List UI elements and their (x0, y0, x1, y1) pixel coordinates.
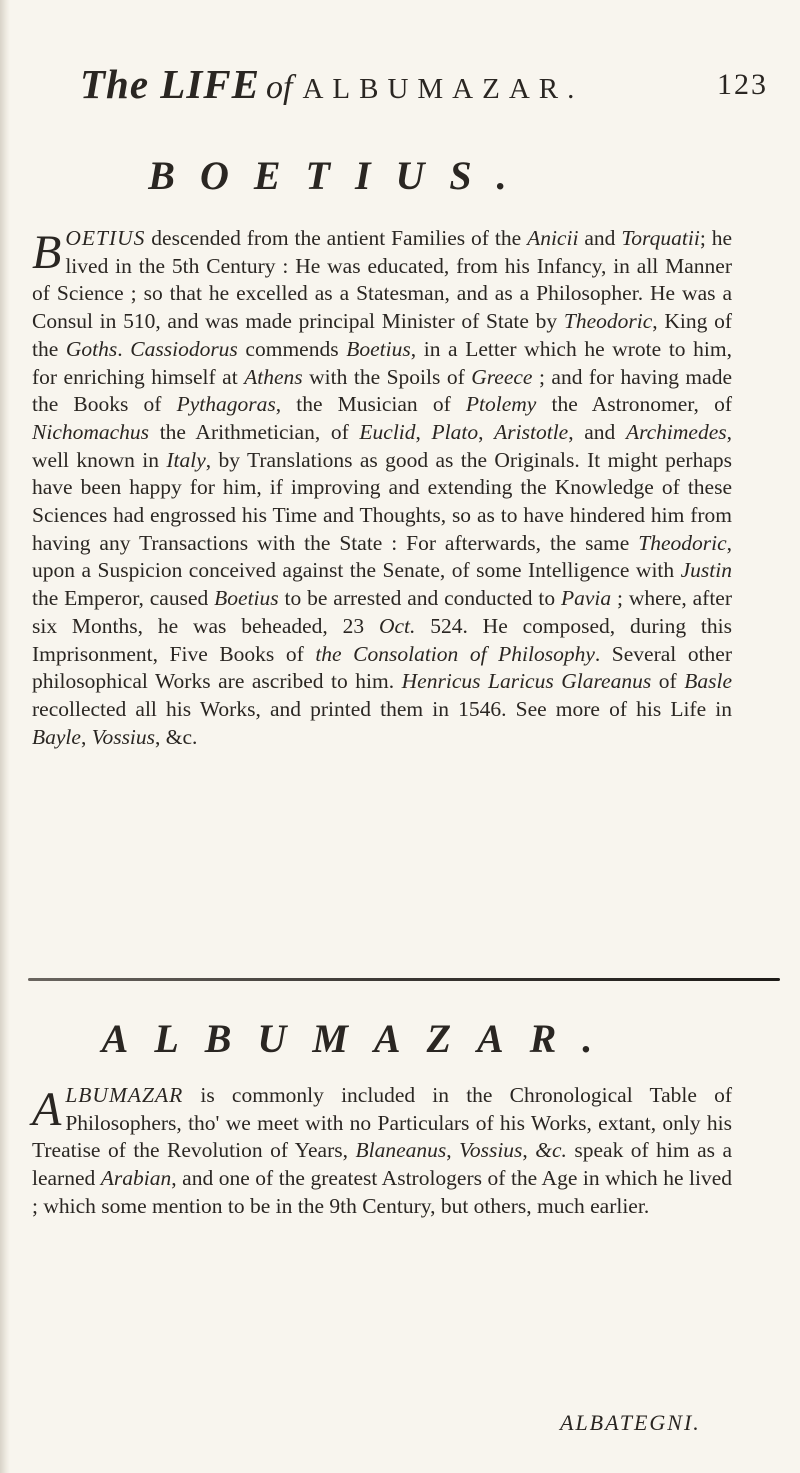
running-head-subject: ALBUMAZAR. (302, 73, 584, 105)
text-run: , King of the (32, 309, 732, 361)
text-run: Cassiodorus (130, 336, 238, 361)
text-run: . (117, 336, 131, 361)
text-run: 524. He composed, during this Imprisonment, Five Books of (32, 613, 732, 666)
text-run: Archimedes (625, 419, 727, 444)
text-run: &c. (535, 1138, 567, 1163)
text-run: , well known in (32, 419, 733, 472)
text-run: Pythagoras (176, 392, 276, 417)
text-run: Plato (431, 419, 479, 444)
text-run: , (522, 1138, 536, 1163)
text-run: Arabian (100, 1166, 172, 1191)
text-run: Justin (680, 558, 732, 583)
text-run: and (578, 226, 622, 250)
page-edge (0, 0, 10, 1473)
text-run: , and one of the greatest Astrologers of the Age in which he lived ; which some mention to be in the 9th Century, but others, much earlier. (32, 1166, 732, 1218)
text-run: Athens (244, 364, 303, 389)
text-run: OETIUS (65, 226, 146, 250)
text-run: Aristotle (494, 419, 569, 444)
text-run: Theodoric (638, 530, 727, 555)
text-run: Ptolemy (465, 392, 537, 417)
text-run: Greece (471, 364, 533, 389)
running-head (80, 60, 780, 110)
text-run: Anicii (527, 226, 579, 250)
text-run: ; and for having made the Books of (32, 364, 732, 417)
section-heading-boetius: BOETIUS. (148, 153, 532, 198)
text-run: ; where, after six Months, he was beheaded, 23 (32, 586, 733, 638)
text-run: , upon a Suspicion conceived against the Senate, of some Intelligence with (32, 530, 732, 583)
text-run: recollected all his Works, and printed them in 1546. See more of his Life in (32, 696, 732, 721)
text-run: Boetius (346, 336, 411, 361)
catchword: ALBATEGNI. (560, 1410, 701, 1435)
text-run: Oct. (378, 613, 416, 638)
text-run: Euclid (359, 419, 416, 444)
text-run: to be arrested and conducted to (278, 586, 561, 611)
running-head-title: The LIFE (80, 61, 260, 107)
page-number: 123 (717, 68, 768, 101)
section-heading-albumazar: ALBUMAZAR. (101, 1016, 619, 1061)
text-run: Henricus Laricus Glareanus (401, 669, 652, 694)
text-run: Theodoric (563, 309, 653, 334)
text-run: , by Translations as good as the Originals. It might perhaps have been happy for him, if improving and extending the Knowledge of these Sciences had engrossed his Time and Thoughts, so as to have hindered him from having any Transactions with the State : For afterwards, the same (32, 447, 732, 555)
text-run: , (478, 419, 495, 444)
text-run: the Consolation of Philosophy (315, 641, 595, 666)
text-run: , in a Letter which he wrote to him, for enriching himself at (32, 336, 732, 389)
text-run: Vossius (91, 724, 156, 749)
text-run: Blaneanus (355, 1138, 447, 1163)
paragraph-boetius (32, 225, 732, 751)
text-run: , (415, 419, 432, 444)
text-run: the Astronomer, of (536, 392, 732, 417)
dropcap-a: A (32, 1083, 62, 1136)
text-run: the Arithmetician, of (149, 419, 360, 444)
running-head-of: of (266, 69, 293, 106)
text-run: , &c. (155, 724, 198, 749)
text-run: ; he lived in the 5th Century : He was educated, from his Infancy, in all Manner of Science ; so that he excelled as a Statesman, and as a Philosopher. He was a Consul in 510, and was made principal Minister of State by (32, 226, 732, 334)
text-run: of (651, 669, 685, 694)
text-run: the Emperor, caused (32, 586, 215, 611)
text-run: , (80, 724, 92, 749)
text-run: Vossius (459, 1138, 523, 1163)
text-run: . Several other philosophical Works are ascribed to him. (32, 641, 732, 694)
text-run: with the Spoils of (302, 364, 472, 389)
text-run: , (446, 1138, 460, 1163)
text-run: LBUMAZAR (65, 1083, 184, 1107)
text-run: descended from the antient Families of the (145, 226, 528, 250)
dropcap-b: B (32, 226, 62, 279)
paragraph-albumazar (32, 1082, 732, 1221)
text-run: , and (568, 419, 626, 444)
text-run: Basle (684, 669, 732, 694)
text-run: Pavia (560, 586, 612, 611)
text-run: is commonly included in the Chronological Table of Philosophers, tho' we meet with no Particulars of his Works, extant, only his Treatise of the Revolution of Years, (32, 1083, 732, 1163)
text-run: , the Musician of (275, 392, 466, 417)
text-run: Bayle (32, 724, 81, 749)
text-run: Torquatii (621, 226, 700, 250)
text-run: Nichomachus (32, 419, 150, 444)
text-run: Goths (65, 336, 118, 361)
text-run: Italy (166, 447, 206, 472)
text-run: commends (237, 336, 347, 361)
text-run: Boetius (214, 586, 279, 611)
section-divider (28, 978, 780, 981)
text-run: speak of him as a learned (32, 1138, 733, 1191)
